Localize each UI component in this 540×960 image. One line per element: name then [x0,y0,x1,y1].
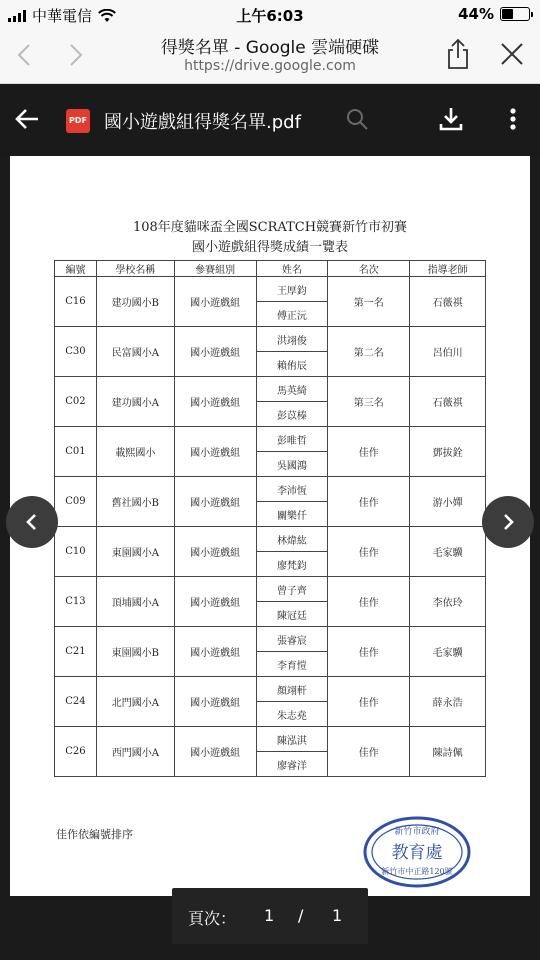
more-vertical-icon[interactable] [498,104,528,134]
cell-student-name: 曾子齊 [256,577,328,602]
cell-student-name: 廖睿洋 [256,752,328,777]
page-current: 1 [264,906,275,925]
table-row [55,577,486,602]
cell-rank: 佳作 [328,727,410,777]
cell-group: 國小遊戲組 [174,377,256,427]
table-header-row [55,261,486,277]
cell-group: 國小遊戲組 [174,277,256,327]
header-group: 參賽組別 [174,261,256,277]
table-row [55,427,486,452]
cell-id: C21 [55,627,97,677]
table-row [55,477,486,502]
previous-file-button[interactable] [6,496,58,548]
cell-school: 東園國小B [96,627,174,677]
cell-student-name: 傅正沅 [256,302,328,327]
cell-id: C09 [55,477,97,527]
page-separator: / [298,906,304,925]
download-icon[interactable] [436,104,466,134]
browser-page-title: 得獎名單 - Google 雲端硬碟 [160,38,380,58]
table-row [55,327,486,352]
page-total: 1 [332,906,343,925]
carrier-label: 中華電信 [32,7,93,25]
header-teacher: 指導老師 [410,261,486,277]
cell-teacher: 石薇祺 [410,277,486,327]
cell-rank: 第二名 [328,327,410,377]
table-row [55,277,486,302]
seal-bottom-text: 新竹市中正路120號 [381,867,453,876]
cell-id: C26 [55,727,97,777]
cell-student-name: 李沛恆 [256,477,328,502]
document-subtitle: 國小遊戲組得獎成績一覽表 [191,240,348,255]
header-name: 姓名 [256,261,328,277]
cell-id: C02 [55,377,97,427]
cell-school: 舊社國小B [96,477,174,527]
cell-teacher: 鄧拔銓 [410,427,486,477]
cell-rank: 佳作 [328,577,410,627]
cell-student-name: 王厚鈞 [256,277,328,302]
cell-group: 國小遊戲組 [174,477,256,527]
seal-top-text: 新竹市政府 [394,827,440,837]
cell-group: 國小遊戲組 [174,727,256,777]
cell-rank: 佳作 [328,677,410,727]
battery-fill [502,9,513,19]
table-row [55,627,486,652]
pdf-icon: PDF [66,109,90,133]
cell-rank: 佳作 [328,527,410,577]
browser-toolbar [0,28,540,84]
cell-rank: 佳作 [328,427,410,477]
header-school: 學校名稱 [96,261,174,277]
next-file-button[interactable] [482,496,534,548]
search-icon [344,106,370,132]
cell-teacher: 陳詩佩 [410,727,486,777]
status-bar [0,0,540,28]
table-row [55,377,486,402]
cell-school: 載熙國小 [96,427,174,477]
cell-group: 國小遊戲組 [174,527,256,577]
back-arrow-icon[interactable] [12,104,42,134]
cell-school: 建功國小B [96,277,174,327]
cell-teacher: 石薇祺 [410,377,486,427]
cell-student-name: 林煒紘 [256,527,328,552]
cell-student-name: 陳冠廷 [256,602,328,627]
file-name: 國小遊戲組得獎名單.pdf [104,112,301,133]
status-right [458,5,530,23]
viewer-header [0,84,540,156]
cell-school: 東園國小A [96,527,174,577]
cell-student-name: 張睿宸 [256,627,328,652]
cell-student-name: 朱志堯 [256,702,328,727]
cell-teacher: 游小嬋 [410,477,486,527]
cell-student-name: 馬英綺 [256,377,328,402]
header-id: 編號 [55,261,97,277]
cell-student-name: 李育愷 [256,652,328,677]
cell-teacher: 李依玲 [410,577,486,627]
cell-id: C24 [55,677,97,727]
cell-rank: 第三名 [328,377,410,427]
battery-icon [500,7,530,21]
awards-table [54,260,486,777]
cell-school: 北門國小A [96,677,174,727]
browser-url[interactable]: https://drive.google.com [184,58,356,74]
cell-group: 國小遊戲組 [174,427,256,477]
cell-student-name: 廖梵鈞 [256,552,328,577]
cell-school: 頂埔國小A [96,577,174,627]
page-indicator [172,888,368,944]
cell-school: 民富國小A [96,327,174,377]
seal-center-text: 教育處 [391,843,443,863]
battery-percent: 44% [458,5,494,23]
cell-teacher: 毛家驥 [410,527,486,577]
cell-group: 國小遊戲組 [174,627,256,677]
chevron-right-icon [496,510,520,534]
chevron-left-icon [20,510,44,534]
table-row [55,677,486,702]
cell-group: 國小遊戲組 [174,677,256,727]
cell-student-name: 賴侑辰 [256,352,328,377]
cell-student-name: 洪翊俊 [256,327,328,352]
pdf-page [10,156,530,896]
close-icon[interactable] [494,36,530,72]
cell-id: C16 [55,277,97,327]
document-title: 108年度貓咪盃全國SCRATCH競賽新竹市初賽 [132,220,408,235]
cell-school: 建功國小A [96,377,174,427]
cell-student-name: 彭唯哲 [256,427,328,452]
page-label: 頁次： [188,909,237,928]
cell-teacher: 毛家驥 [410,627,486,677]
cell-id: C01 [55,427,97,477]
cell-student-name: 彭苡榛 [256,402,328,427]
education-department-seal [362,814,472,890]
table-row [55,727,486,752]
cell-student-name: 陳泓淇 [256,727,328,752]
cell-group: 國小遊戲組 [174,577,256,627]
cell-teacher: 薛永浩 [410,677,486,727]
cell-student-name: 吳國鴻 [256,452,328,477]
cell-school: 西門國小A [96,727,174,777]
cell-rank: 佳作 [328,477,410,527]
cell-id: C13 [55,577,97,627]
cell-student-name: 顏翊軒 [256,677,328,702]
share-icon[interactable] [440,36,476,72]
cell-teacher: 呂伯川 [410,327,486,377]
cell-group: 國小遊戲組 [174,327,256,377]
cell-id: C10 [55,527,97,577]
table-note: 佳作依編號排序 [56,828,133,841]
cell-student-name: 關樂仟 [256,502,328,527]
cell-rank: 第一名 [328,277,410,327]
cell-rank: 佳作 [328,627,410,677]
clock: 上午6:03 [236,7,304,25]
header-rank: 名次 [328,261,410,277]
table-row [55,527,486,552]
cell-id: C30 [55,327,97,377]
